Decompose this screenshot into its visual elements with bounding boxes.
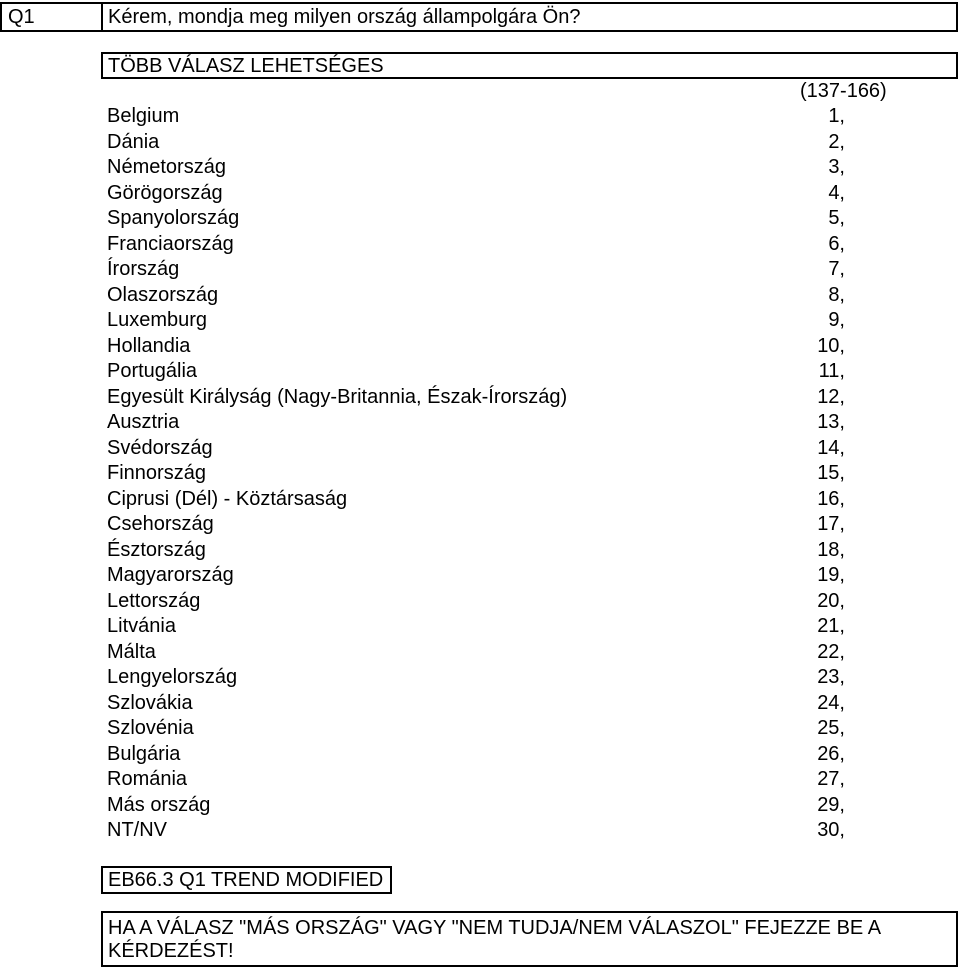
answer-option-row [0, 539, 960, 565]
answer-option-row [0, 615, 960, 641]
answer-option-label: Románia [107, 768, 188, 790]
answer-option-code: 20, [817, 589, 845, 612]
answer-option-label: Németország [107, 156, 226, 178]
answer-option-code: 9, [828, 309, 845, 331]
answer-option-row [0, 258, 960, 284]
answer-option-row [0, 488, 960, 514]
answer-option-label: Franciaország [107, 232, 234, 255]
answer-option-label: Csehország [107, 513, 214, 535]
question-id: Q1 [8, 6, 35, 28]
answer-option-code: 26, [817, 742, 845, 765]
answer-option-code: 5, [828, 207, 845, 229]
column-range: (137-166) [800, 80, 887, 102]
answer-option-row [0, 794, 960, 820]
answer-option-code: 10, [817, 334, 845, 357]
answer-option-row [0, 131, 960, 157]
answer-option-code: 3, [828, 156, 845, 178]
answer-option-code: 22, [817, 640, 845, 663]
answer-option-label: Portugália [107, 360, 198, 382]
answer-option-label: Olaszország [107, 283, 219, 306]
answer-option-code: 19, [817, 564, 845, 586]
answer-option-code: 4, [828, 181, 845, 204]
answer-option-row [0, 309, 960, 335]
answer-option-code: 29, [817, 793, 845, 816]
answer-option-row [0, 335, 960, 361]
answer-option-row [0, 819, 960, 845]
answer-option-row [0, 564, 960, 590]
answer-option-row [0, 590, 960, 616]
answer-option-row [0, 513, 960, 539]
answer-option-row [0, 386, 960, 412]
answer-option-row [0, 156, 960, 182]
answer-option-row [0, 743, 960, 769]
answer-option-label: Litvánia [107, 615, 176, 637]
answer-option-code: 25, [817, 717, 845, 739]
answer-option-row [0, 437, 960, 463]
answer-option-label: Dánia [107, 130, 160, 153]
answer-option-row [0, 360, 960, 386]
answer-option-code: 7, [828, 258, 845, 280]
answer-option-code: 16, [817, 487, 845, 510]
answer-option-code: 21, [817, 615, 845, 637]
answer-option-row [0, 462, 960, 488]
answer-option-row [0, 692, 960, 718]
routing-note: HA A VÁLASZ "MÁS ORSZÁG" VAGY "NEM TUDJA/NEM VÁLASZOL" FEJEZZE BE A KÉRDEZÉST! [108, 917, 880, 962]
answer-option-label: Spanyolország [107, 207, 240, 229]
answer-option-row [0, 717, 960, 743]
answer-option-label: Magyarország [107, 564, 234, 586]
answer-option-label: Szlovákia [107, 691, 193, 714]
answer-option-row [0, 641, 960, 667]
answer-option-row [0, 411, 960, 437]
answer-option-label: Svédország [107, 436, 213, 459]
answer-option-code: 23, [817, 666, 845, 688]
question-text: Kérem, mondja meg milyen ország állampolgára Ön? [108, 6, 581, 28]
answer-option-code: 11, [818, 360, 845, 382]
answer-option-code: 8, [828, 283, 845, 306]
answer-option-label: Lettország [107, 589, 201, 612]
answer-option-label: Észtország [107, 538, 206, 561]
answer-option-code: 30, [817, 819, 845, 841]
answer-option-label: Belgium [107, 105, 180, 127]
trend-note: EB66.3 Q1 TREND MODIFIED [108, 869, 384, 891]
answer-option-label: NT/NV [107, 819, 167, 841]
answer-option-code: 15, [817, 462, 845, 484]
answer-option-label: Bulgária [107, 742, 181, 765]
answer-option-code: 2, [828, 130, 845, 153]
answer-option-code: 12, [817, 385, 845, 408]
answer-option-label: Finnország [107, 462, 206, 484]
answer-option-code: 1, [828, 105, 845, 127]
answer-option-code: 27, [817, 768, 845, 790]
answer-option-label: Egyesült Királyság (Nagy-Britannia, Észak-Írország) [107, 385, 568, 408]
answer-option-code: 24, [817, 691, 845, 714]
answer-option-label: Más ország [107, 793, 211, 816]
answer-option-code: 14, [817, 436, 845, 459]
answer-option-row [0, 284, 960, 310]
answer-option-code: 18, [817, 538, 845, 561]
answer-option-label: Görögország [107, 181, 223, 204]
answer-option-row [0, 768, 960, 794]
answer-option-row [0, 182, 960, 208]
answer-option-label: Málta [107, 640, 156, 663]
answer-option-label: Ciprusi (Dél) - Köztársaság [107, 487, 348, 510]
answer-option-label: Luxemburg [107, 309, 208, 331]
answer-option-label: Hollandia [107, 334, 191, 357]
answer-option-label: Szlovénia [107, 717, 194, 739]
answer-option-code: 6, [828, 232, 845, 255]
answer-option-label: Ausztria [107, 411, 180, 433]
answer-option-row [0, 666, 960, 692]
answer-option-label: Lengyelország [107, 666, 238, 688]
answer-option-row [0, 207, 960, 233]
answer-option-row [0, 233, 960, 259]
answer-option-row [0, 105, 960, 131]
instruction-text: TÖBB VÁLASZ LEHETSÉGES [108, 55, 384, 77]
answer-option-label: Írország [107, 258, 180, 280]
answer-option-code: 17, [817, 513, 845, 535]
answer-option-code: 13, [817, 411, 845, 433]
